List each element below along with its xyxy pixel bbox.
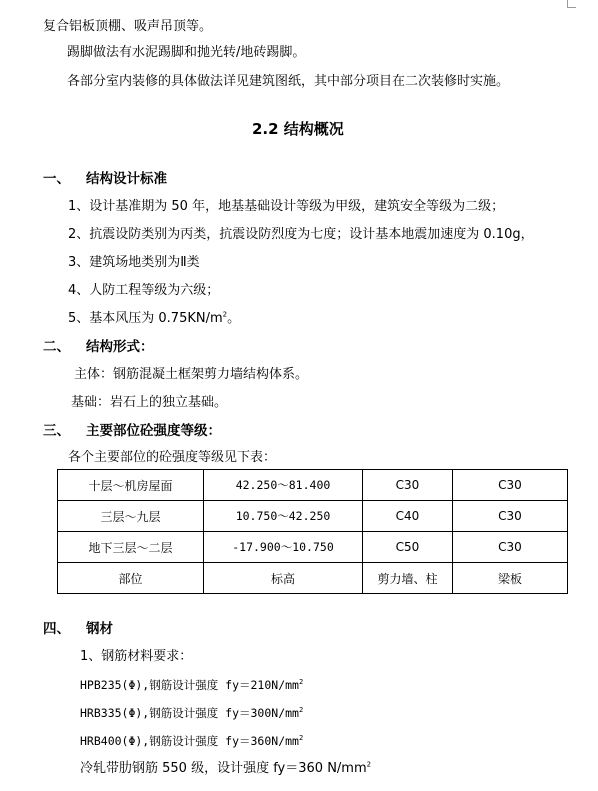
table-row <box>58 563 568 594</box>
table-cell: C30 <box>363 470 453 501</box>
superscript: 2 <box>298 706 304 715</box>
list-item-text: 5、基本风压为 0.75KN/m <box>68 311 223 326</box>
page-corner-mark <box>567 0 576 8</box>
superscript: 2 <box>298 678 304 687</box>
table-cell: C30 <box>453 532 568 563</box>
superscript: 2 <box>366 760 372 769</box>
intro-line: 踢脚做法有水泥踢脚和抛光转/地砖踢脚。 <box>67 45 306 60</box>
list-item <box>68 310 240 328</box>
section-heading: 钢材 <box>86 621 113 637</box>
section-heading: 结构设计标准 <box>86 171 167 187</box>
table-cell: 梁板 <box>453 563 568 594</box>
list-item: 4、人防工程等级为六级； <box>68 283 220 298</box>
table-cell: 三层～九层 <box>58 501 204 532</box>
steel-spec <box>80 704 303 722</box>
paragraph: 1、钢筋材料要求： <box>80 649 193 664</box>
section-number: 三、 <box>43 423 70 439</box>
table-cell: 标高 <box>204 563 363 594</box>
table-cell: 地下三层～二层 <box>58 532 204 563</box>
section-heading: 结构形式： <box>86 339 154 355</box>
superscript: 2 <box>222 310 228 319</box>
section-heading: 主要部位砼强度等级： <box>86 423 221 439</box>
table-row <box>58 470 568 501</box>
steel-spec-text: 冷轧带肋钢筋 550 级，设计强度 fy＝360 N/mm <box>80 761 367 776</box>
table-cell: C50 <box>363 532 453 563</box>
table-row <box>58 501 568 532</box>
table-cell: C30 <box>453 470 568 501</box>
table-cell: 剪力墙、柱 <box>363 563 453 594</box>
steel-spec <box>80 732 303 750</box>
superscript: 2 <box>298 734 304 743</box>
steel-spec-text: HPB235(Φ),钢筋设计强度 fy＝210N/mm <box>80 678 299 692</box>
table-cell: 10.750～42.250 <box>204 501 363 532</box>
paragraph: 基础：岩石上的独立基础。 <box>71 395 228 410</box>
table-cell: -17.900～10.750 <box>204 532 363 563</box>
concrete-grade-table <box>57 469 568 594</box>
section-number: 二、 <box>43 339 70 355</box>
steel-spec <box>80 676 303 694</box>
intro-line: 各部分室内装修的具体做法详见建筑图纸，其中部分项目在二次装修时实施。 <box>67 74 510 89</box>
section-number: 一、 <box>43 171 70 187</box>
list-item: 3、建筑场地类别为Ⅱ类 <box>68 255 200 270</box>
steel-spec-text: HRB400(Φ),钢筋设计强度 fy＝360N/mm <box>80 734 299 748</box>
table-cell: 42.250～81.400 <box>204 470 363 501</box>
paragraph: 各个主要部位的砼强度等级见下表： <box>68 450 277 465</box>
table-cell: C40 <box>363 501 453 532</box>
paragraph: 主体：钢筋混凝土框架剪力墙结构体系。 <box>74 367 309 382</box>
steel-spec <box>80 760 371 778</box>
table-cell: 十层～机房屋面 <box>58 470 204 501</box>
section-number: 四、 <box>43 621 70 637</box>
list-item: 2、抗震设防类别为丙类，抗震设防烈度为七度；设计基本地震加速度为 0.10g， <box>68 227 534 242</box>
intro-line: 复合铝板顶棚、吸声吊顶等。 <box>43 19 213 34</box>
section-title: 2.2 结构概况 <box>252 120 344 138</box>
list-item: 1、设计基准期为 50 年，地基基础设计等级为甲级，建筑安全等级为二级； <box>68 199 505 214</box>
steel-spec-text: HRB335(Φ),钢筋设计强度 fy＝300N/mm <box>80 706 299 720</box>
list-item-text: 。 <box>227 311 241 326</box>
table-row <box>58 532 568 563</box>
table-cell: C30 <box>453 501 568 532</box>
table-cell: 部位 <box>58 563 204 594</box>
